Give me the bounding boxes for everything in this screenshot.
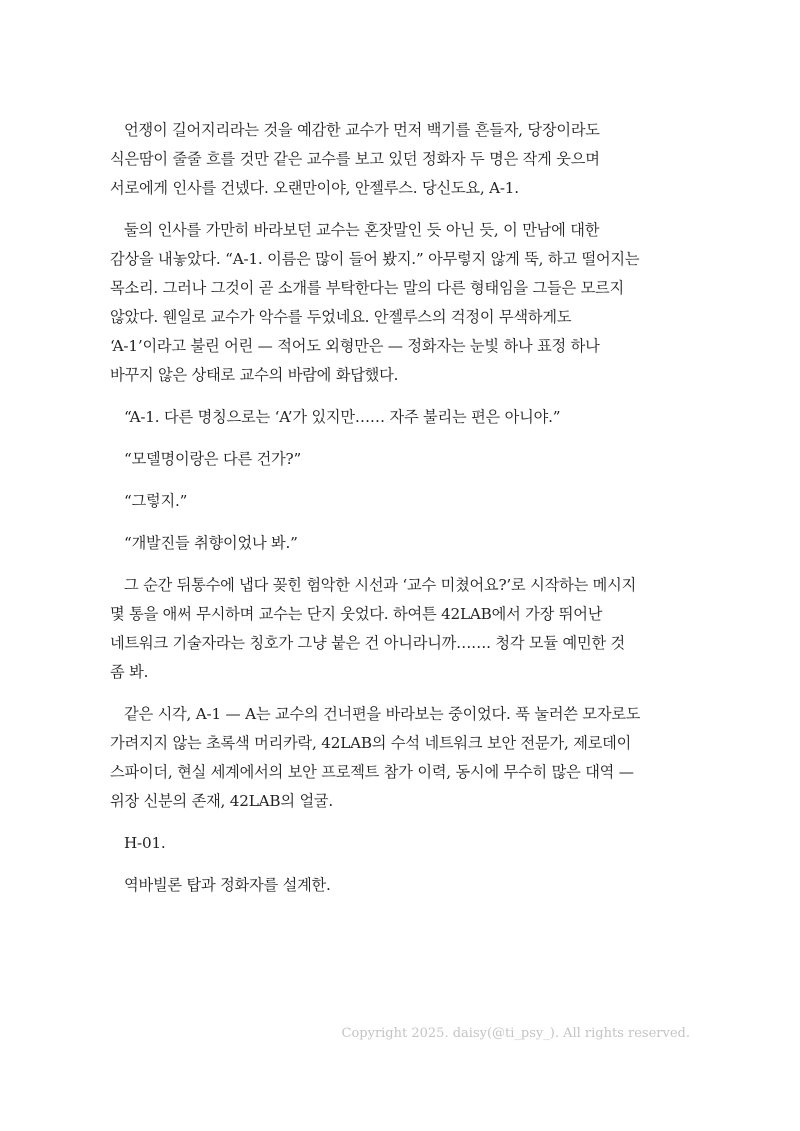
paragraph [110,829,700,858]
paragraph [110,403,700,432]
text-line: 그 순간 뒤통수에 냅다 꽂힌 험악한 시선과 ‘교수 미쳤어요?’로 시작하는 메시지 [124,576,637,594]
text-line: ‘A-1’이라고 불린 어린 — 적어도 외형만은 — 정화자는 눈빛 하나 표정 하나 [110,337,600,355]
text-line: 언쟁이 길어지리라는 것을 예감한 교수가 먼저 백기를 흔들자, 당장이라도 [124,121,600,139]
text-line: “개발진들 취향이었나 봐.” [124,534,298,552]
paragraph [110,529,700,558]
text-line: “그렇지.” [124,492,188,510]
text-line: 가려지지 않는 초록색 머리카락, 42LAB의 수석 네트워크 보안 전문가, 제로데이 [110,734,632,752]
text-line: 목소리. 그러나 그것이 곧 소개를 부탁한다는 말의 다른 형태임을 그들은 모르지 [110,279,624,297]
text-line: 좀 봐. [110,663,149,681]
paragraph [110,871,700,900]
text-line: 역바빌론 탑과 정화자를 설계한. [124,876,331,894]
text-line: 식은땀이 줄줄 흐를 것만 같은 교수를 보고 있던 정화자 두 명은 작게 웃으며 [110,150,600,168]
paragraph [110,487,700,516]
paragraph [110,700,700,816]
text-line: 않았다. 웬일로 교수가 악수를 두었네요. 안젤루스의 걱정이 무색하게도 [110,308,572,326]
text-line: 스파이더, 현실 세계에서의 보안 프로젝트 참가 이력, 동시에 무수히 많은 대역 — [110,763,634,781]
text-line: “모델명이랑은 다른 건가?” [124,450,302,468]
paragraph [110,116,700,203]
text-line: 서로에게 인사를 건넸다. 오랜만이야, 안젤루스. 당신도요, A-1. [110,179,519,197]
text-line: “A-1. 다른 명칭으로는 ‘A’가 있지만…… 자주 불리는 편은 아니야.” [124,408,561,426]
text-line: 네트워크 기술자라는 칭호가 그냥 붙은 건 아니라니까……. 청각 모듈 예민한 것 [110,634,626,652]
text-line: 바꾸지 않은 상태로 교수의 바람에 화답했다. [110,366,399,384]
text-line: 같은 시각, A-1 — A는 교수의 건너편을 바라보는 중이었다. 푹 눌러쓴 모자로도 [124,705,641,723]
paragraph [110,571,700,687]
text-line: 위장 신분의 존재, 42LAB의 얼굴. [110,792,334,810]
text-line: 둘의 인사를 가만히 바라보던 교수는 혼잣말인 듯 아닌 듯, 이 만남에 대한 [124,221,600,239]
story-body [110,116,700,913]
text-line: 몇 통을 애써 무시하며 교수는 단지 웃었다. 하여튼 42LAB에서 가장 뛰어난 [110,605,603,623]
text-line: H-01. [124,834,166,852]
paragraph [110,445,700,474]
paragraph [110,216,700,390]
text-line: 감상을 내놓았다. “A-1. 이름은 많이 들어 봤지.” 아무렇지 않게 뚝, 하고 떨어지는 [110,250,640,268]
copyright-notice: Copyright 2025. daisy(@ti_psy_). All rights reserved. [341,1026,690,1041]
